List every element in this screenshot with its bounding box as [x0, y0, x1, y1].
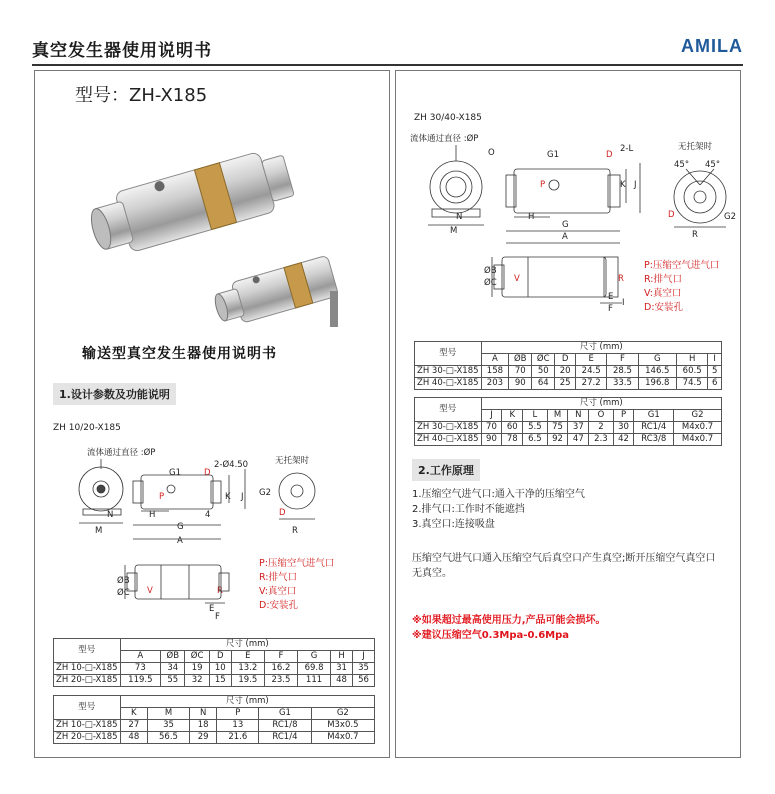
svg-text:ØC: ØC: [117, 588, 130, 598]
svg-text:G1: G1: [169, 468, 181, 478]
svg-text:H: H: [149, 510, 156, 520]
col-header: D: [555, 354, 576, 366]
col-header: G2: [311, 708, 374, 720]
col-header: F: [607, 354, 638, 366]
svg-text:G2: G2: [259, 488, 271, 498]
col-header: M: [148, 708, 190, 720]
svg-text:N: N: [456, 212, 463, 222]
port-legend: [259, 557, 334, 613]
legend-item: R:排气口: [644, 274, 683, 285]
warning-item: ※如果超过最高使用压力,产品可能会损坏。: [412, 615, 606, 626]
svg-text:M: M: [450, 226, 458, 236]
svg-text:H: H: [528, 212, 535, 222]
svg-text:D: D: [668, 210, 675, 220]
col-header: O: [589, 410, 613, 422]
svg-text:M: M: [95, 526, 103, 536]
table-row: ZH 30-□-X185 158 70 50 20 24.5 28.5 146.5 60.5 5: [415, 366, 722, 378]
svg-text:K: K: [225, 492, 231, 502]
col-header: F: [264, 651, 297, 663]
svg-text:ØB: ØB: [484, 266, 497, 276]
left-panel: [34, 70, 390, 758]
col-header: ØB: [161, 651, 185, 663]
svg-text:D: D: [204, 468, 211, 478]
dimension-table-4: [414, 397, 722, 446]
svg-text:ØC: ØC: [484, 278, 497, 288]
dimension-table-1: [53, 638, 375, 687]
col-header: N: [189, 708, 217, 720]
port-legend: [644, 259, 719, 315]
svg-text:E: E: [209, 604, 215, 614]
model-header: 型号: [415, 342, 482, 366]
svg-text:G: G: [562, 220, 569, 230]
table-row: ZH 40-□-X185 90 78 6.5 92 47 2.3 42 RC3/8 M4x0.7: [415, 434, 722, 446]
svg-text:R: R: [618, 274, 624, 284]
svg-text:R: R: [217, 586, 223, 596]
col-header: G1: [259, 708, 312, 720]
list-item: 3.真空口:连接吸盘: [412, 519, 495, 530]
table-row: ZH 40-□-X185 203 90 64 25 27.2 33.5 196.8 74.5 6: [415, 378, 722, 390]
section-principle: 2.工作原理: [412, 459, 480, 481]
no-bracket-label: 无托架时: [678, 142, 713, 152]
col-header: E: [575, 354, 606, 366]
table-row: ZH 20-□-X185 119.5 55 32 15 19.5 23.5 111 48 56: [54, 675, 375, 687]
flow-label: 流体通过直径 :ØP: [87, 448, 156, 458]
svg-text:45°: 45°: [674, 160, 690, 170]
col-header: P: [217, 708, 259, 720]
svg-text:K: K: [620, 180, 626, 190]
col-header: H: [676, 354, 707, 366]
series-label: ZH 10/20-X185: [53, 423, 121, 433]
col-header: N: [568, 410, 589, 422]
subtitle: 输送型真空发生器使用说明书: [82, 346, 277, 362]
model-header: 型号: [415, 398, 482, 422]
col-header: K: [120, 708, 148, 720]
col-header: J: [481, 410, 502, 422]
model-title: 型号：ZH-X185: [75, 85, 208, 106]
col-header: A: [120, 651, 161, 663]
svg-text:E: E: [608, 292, 614, 302]
section-design: 1.设计参数及功能说明: [53, 383, 176, 405]
svg-text:G1: G1: [547, 150, 559, 160]
legend-item: D:安装孔: [259, 600, 299, 611]
svg-text:F: F: [608, 304, 613, 313]
hole-label: 2-L: [620, 144, 634, 154]
warning-list: [412, 613, 606, 643]
svg-text:N: N: [107, 510, 114, 520]
warning-item: ※建议压缩空气0.3Mpa-0.6Mpa: [412, 630, 570, 641]
product-photo: [85, 141, 355, 341]
legend-item: P:压缩空气进气口: [259, 558, 335, 569]
group-header: 尺寸 (mm): [120, 639, 374, 651]
legend-item: V:真空口: [259, 586, 297, 597]
col-header: J: [353, 651, 375, 663]
svg-text:G: G: [177, 522, 184, 532]
dimension-table-2: [53, 695, 375, 744]
flow-label: 流体通过直径 :ØP: [410, 134, 479, 144]
svg-text:P: P: [540, 180, 546, 190]
svg-text:O: O: [488, 148, 495, 158]
col-header: ØC: [185, 651, 209, 663]
svg-text:P: P: [159, 492, 165, 502]
series-label: ZH 30/40-X185: [414, 113, 482, 123]
table-row: ZH 10-□-X185 27 35 18 13 RC1/8 M3x0.5: [54, 720, 375, 732]
table-row: ZH 20-□-X185 48 56.5 29 21.6 RC1/4 M4x0.7: [54, 732, 375, 744]
svg-text:45°: 45°: [705, 160, 721, 170]
dimension-table-3: [414, 341, 722, 390]
no-bracket-label: 无托架时: [275, 456, 310, 466]
legend-item: R:排气口: [259, 572, 298, 583]
hole-label: 2-Ø4.50: [214, 460, 249, 470]
col-header: L: [523, 410, 547, 422]
svg-text:V: V: [514, 274, 520, 284]
legend-item: D:安装孔: [644, 302, 684, 313]
col-header: E: [231, 651, 264, 663]
svg-text:J: J: [634, 180, 637, 190]
list-item: 1.压缩空气进气口:通入干净的压缩空气: [412, 489, 585, 500]
col-header: G: [297, 651, 330, 663]
model-header: 型号: [54, 639, 121, 663]
list-item: 2.排气口:工作时不能遮挡: [412, 504, 525, 515]
principle-list: [412, 487, 585, 532]
table-row: ZH 10-□-X185 73 34 19 10 13.2 16.2 69.8 31 35: [54, 663, 375, 675]
col-header: I: [708, 354, 722, 366]
svg-text:D: D: [279, 508, 286, 518]
col-header: G1: [634, 410, 674, 422]
svg-text:ØB: ØB: [117, 576, 130, 586]
col-header: G: [638, 354, 676, 366]
svg-text:R: R: [692, 230, 698, 240]
table-row: ZH 30-□-X185 70 60 5.5 75 37 2 30 RC1/4 M4x0.7: [415, 422, 722, 434]
header-rule: [32, 64, 743, 66]
svg-text:J: J: [241, 492, 244, 502]
col-header: H: [331, 651, 353, 663]
col-header: ØB: [509, 354, 532, 366]
group-header: 尺寸 (mm): [120, 696, 374, 708]
svg-text:R: R: [292, 526, 298, 536]
svg-text:V: V: [147, 586, 153, 596]
group-header: 尺寸 (mm): [481, 398, 721, 410]
principle-description: 压缩空气进气口通入压缩空气后真空口产生真空;断开压缩空气真空口无真空。: [412, 553, 716, 579]
svg-text:D: D: [606, 150, 613, 160]
col-header: A: [481, 354, 509, 366]
document-title: 真空发生器使用说明书: [32, 41, 212, 61]
legend-item: V:真空口: [644, 288, 682, 299]
col-header: K: [502, 410, 523, 422]
legend-item: P:压缩空气进气口: [644, 260, 720, 271]
right-panel: [395, 70, 741, 758]
col-header: G2: [674, 410, 722, 422]
svg-text:4: 4: [205, 510, 211, 520]
col-header: P: [613, 410, 634, 422]
col-header: ØC: [532, 354, 555, 366]
svg-text:F: F: [215, 612, 220, 621]
svg-text:A: A: [177, 536, 183, 546]
svg-text:A: A: [562, 232, 568, 242]
group-header: 尺寸 (mm): [481, 342, 721, 354]
svg-text:I: I: [622, 298, 625, 308]
model-header: 型号: [54, 696, 121, 720]
col-header: D: [209, 651, 231, 663]
brand-logo: AMILA: [681, 36, 743, 56]
col-header: M: [547, 410, 568, 422]
svg-text:G2: G2: [724, 212, 736, 222]
